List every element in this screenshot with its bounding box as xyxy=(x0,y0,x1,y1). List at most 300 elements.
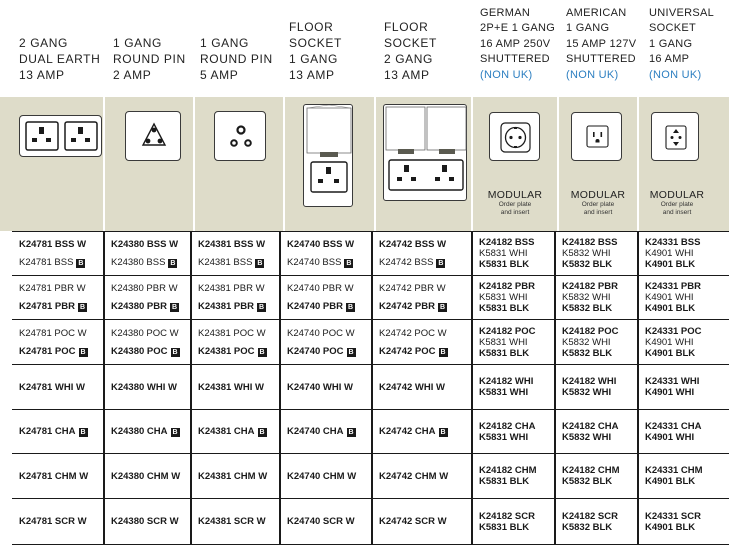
product-code-text: K24182 BSS xyxy=(479,237,535,248)
table-cell xyxy=(191,499,280,544)
table-cell xyxy=(280,276,372,319)
table-cell xyxy=(191,454,280,498)
product-code-text: K24740 PBR W xyxy=(287,283,354,294)
table-cell xyxy=(638,365,729,409)
product-code xyxy=(645,465,729,476)
product-code-text: K24781 BSS xyxy=(19,257,74,268)
table-cell xyxy=(280,320,372,364)
table-cell xyxy=(638,320,729,364)
product-code xyxy=(562,337,638,348)
product-code-text: K5832 WHI xyxy=(562,248,611,259)
column-divider xyxy=(103,231,105,545)
product-code-text: K5832 WHI xyxy=(562,431,612,443)
black-insert-badge: B xyxy=(440,348,446,356)
black-insert-badge: B xyxy=(440,429,446,436)
product-code xyxy=(19,301,104,312)
header-line: 1 GANG xyxy=(289,52,338,66)
universal-socket-icon xyxy=(651,112,699,161)
table-cell xyxy=(555,320,638,364)
product-code xyxy=(198,328,280,339)
table-cell xyxy=(372,410,472,453)
product-code-text: K24380 BSS xyxy=(111,257,166,268)
header-line: ROUND PIN xyxy=(200,52,273,66)
round-pin-5a-socket-icon xyxy=(214,111,266,161)
product-code-text: K24380 PBR xyxy=(111,301,167,312)
product-code xyxy=(111,426,191,437)
product-code xyxy=(562,522,638,533)
header-line: SHUTTERED xyxy=(480,53,550,65)
product-code-text: K24740 POC W xyxy=(287,327,355,339)
product-code xyxy=(479,421,555,432)
product-code-text: K24742 BSS xyxy=(379,257,434,268)
product-code-text: K24781 SCR W xyxy=(19,516,87,527)
product-code-text: K24182 POC xyxy=(479,325,536,337)
header-line: AMERICAN xyxy=(566,6,627,19)
header-line: GERMAN xyxy=(480,6,531,19)
header-text xyxy=(289,19,381,83)
header-floor-1-gang xyxy=(289,0,381,96)
product-code xyxy=(19,257,104,268)
product-code-text: K5831 BLK xyxy=(479,347,530,359)
product-code-text: K24381 PBR xyxy=(198,301,254,312)
black-insert-badge: B xyxy=(438,260,444,267)
product-code xyxy=(379,346,472,357)
table-cell xyxy=(12,276,104,319)
product-code xyxy=(198,239,280,250)
band-divider xyxy=(283,97,285,231)
band-divider xyxy=(374,97,376,231)
header-floor-2-gang xyxy=(384,0,476,96)
black-insert-badge: B xyxy=(171,304,178,311)
header-line: 5 AMP xyxy=(200,68,239,82)
product-code xyxy=(479,387,555,398)
header-line: 2 GANG xyxy=(19,36,68,50)
header-line: SOCKET xyxy=(289,36,342,50)
modular-caption-universal xyxy=(638,189,716,217)
product-code xyxy=(379,257,472,268)
table-cell xyxy=(104,232,191,275)
product-code xyxy=(19,239,104,250)
table-cell xyxy=(280,499,372,544)
column-divider xyxy=(554,231,556,545)
product-code xyxy=(111,283,191,294)
header-2-gang-dual-earth xyxy=(19,0,111,96)
product-code xyxy=(562,511,638,522)
product-code xyxy=(198,346,280,357)
modular-label: MODULAR xyxy=(570,189,626,201)
product-code xyxy=(562,326,638,337)
product-code-text: K24742 SCR W xyxy=(379,516,447,527)
product-code-text: K24381 POC xyxy=(198,345,255,357)
product-code-text: K24182 CHA xyxy=(562,420,619,432)
header-1-gang-5-amp xyxy=(200,0,286,96)
product-code-text: K24381 CHA xyxy=(198,426,255,437)
product-code-text: K24331 BSS xyxy=(645,237,701,248)
product-code xyxy=(479,326,555,337)
product-code xyxy=(287,257,372,268)
product-code xyxy=(479,348,555,359)
floor-socket-1-gang-icon xyxy=(303,104,353,207)
product-code-text: K24331 PBR xyxy=(645,281,701,292)
product-code xyxy=(479,465,555,476)
product-code-text: K24381 BSS W xyxy=(198,239,266,250)
product-code-text: K5831 BLK xyxy=(479,303,530,314)
product-code xyxy=(198,382,280,393)
product-code-text: K24740 PBR xyxy=(287,301,343,312)
product-code-text: K4901 WHI xyxy=(645,292,694,303)
product-code xyxy=(645,387,729,398)
black-insert-badge: B xyxy=(439,304,446,311)
table-cell xyxy=(472,499,555,544)
table-cell xyxy=(12,232,104,275)
product-code xyxy=(479,259,555,270)
product-code xyxy=(562,376,638,387)
round-pin-2a-socket-icon xyxy=(125,111,181,161)
product-code-text: K24781 WHI W xyxy=(19,381,85,393)
product-code xyxy=(479,337,555,348)
order-note-2: and insert xyxy=(583,209,613,216)
black-insert-badge: B xyxy=(348,348,354,356)
product-code xyxy=(198,283,280,294)
product-code-text: K24331 WHI xyxy=(645,376,700,387)
product-code-text: K24380 PBR W xyxy=(111,283,178,294)
table-cell xyxy=(555,232,638,275)
product-code xyxy=(379,516,472,527)
product-code xyxy=(479,248,555,259)
product-code-text: K4901 WHI xyxy=(645,336,694,348)
product-code-text: K24740 CHA xyxy=(287,426,344,437)
product-code-text: K24182 SCR xyxy=(479,510,535,522)
product-code xyxy=(19,346,104,357)
product-code xyxy=(645,248,729,259)
header-line: 15 AMP 127V xyxy=(566,37,637,50)
band-divider xyxy=(193,97,195,231)
table-cell xyxy=(12,320,104,364)
product-code xyxy=(645,237,729,248)
product-code-text: K24740 BSS xyxy=(287,257,342,268)
product-code xyxy=(19,471,104,482)
product-code xyxy=(111,239,191,250)
product-code xyxy=(562,421,638,432)
product-code xyxy=(645,292,729,303)
product-code xyxy=(645,432,729,443)
product-code-text: K5831 BLK xyxy=(479,476,530,487)
product-code xyxy=(479,237,555,248)
column-divider xyxy=(371,231,373,545)
column-divider xyxy=(279,231,281,545)
product-code xyxy=(19,382,104,393)
header-line: SOCKET xyxy=(649,22,697,34)
product-code-text: K5832 BLK xyxy=(562,347,613,359)
product-code xyxy=(198,516,280,527)
table-cell xyxy=(472,365,555,409)
product-code-text: K24182 CHM xyxy=(479,465,537,476)
product-code xyxy=(19,516,104,527)
product-code xyxy=(111,382,191,393)
header-line: 1 GANG xyxy=(200,36,249,50)
product-code-text: K24331 CHM xyxy=(645,465,703,476)
product-code-text: K24742 CHM W xyxy=(379,470,449,482)
product-code xyxy=(287,516,372,527)
header-text xyxy=(200,35,286,83)
header-line: 16 AMP 250V xyxy=(480,37,551,50)
product-code xyxy=(19,328,104,339)
modular-caption-american xyxy=(558,189,638,217)
product-code-text: K24781 BSS W xyxy=(19,239,87,250)
table-cell xyxy=(372,499,472,544)
black-insert-badge: B xyxy=(172,348,178,356)
table-cell xyxy=(12,365,104,409)
table-cell xyxy=(12,454,104,498)
column-divider xyxy=(471,231,473,545)
product-code-text: K24381 WHI W xyxy=(198,381,264,393)
product-code-table xyxy=(12,231,729,545)
product-code xyxy=(562,387,638,398)
product-code-text: K5832 BLK xyxy=(562,259,613,270)
table-cell xyxy=(472,320,555,364)
black-insert-badge: B xyxy=(79,304,86,311)
product-code xyxy=(379,301,472,312)
product-code xyxy=(111,328,191,339)
order-note-2: and insert xyxy=(662,209,692,216)
product-code xyxy=(287,346,372,357)
product-code-text: K24182 SCR xyxy=(562,510,618,522)
product-code xyxy=(287,301,372,312)
product-code xyxy=(287,239,372,250)
table-cell xyxy=(555,276,638,319)
header-american xyxy=(566,0,646,96)
product-code xyxy=(645,348,729,359)
product-code xyxy=(111,346,191,357)
order-note-1: Order plate xyxy=(581,201,615,208)
table-cell xyxy=(638,232,729,275)
product-code-text: K24740 CHM W xyxy=(287,470,357,482)
product-code-text: K5831 BLK xyxy=(479,259,530,270)
product-code xyxy=(562,465,638,476)
table-cell xyxy=(555,365,638,409)
product-code-text: K24380 WHI W xyxy=(111,381,177,393)
header-text xyxy=(384,19,476,83)
product-code-text: K24742 PBR xyxy=(379,301,435,312)
product-code-text: K24182 POC xyxy=(562,325,619,337)
product-code xyxy=(287,328,372,339)
table-cell xyxy=(191,365,280,409)
black-insert-badge: B xyxy=(80,348,86,356)
product-code xyxy=(287,283,372,294)
product-code xyxy=(19,426,104,437)
header-line: 2 AMP xyxy=(113,68,152,82)
header-universal xyxy=(649,0,729,96)
product-image-band xyxy=(0,97,729,231)
product-code xyxy=(287,426,372,437)
table-cell xyxy=(372,232,472,275)
product-code xyxy=(379,426,472,437)
table-cell xyxy=(280,365,372,409)
black-insert-badge: B xyxy=(346,260,352,267)
product-code-text: K5831 WHI xyxy=(479,387,529,398)
table-cell xyxy=(555,410,638,453)
product-code xyxy=(645,511,729,522)
product-code xyxy=(562,248,638,259)
table-cell xyxy=(280,232,372,275)
header-text xyxy=(649,6,729,84)
product-code-text: K24380 POC xyxy=(111,345,168,357)
product-code-text: K24742 POC xyxy=(379,345,436,357)
product-code xyxy=(562,292,638,303)
product-code-text: K4901 WHI xyxy=(645,431,695,443)
header-line: FLOOR xyxy=(384,20,429,34)
black-insert-badge: B xyxy=(258,304,265,311)
product-code xyxy=(479,511,555,522)
product-code-text: K4901 BLK xyxy=(645,476,696,487)
product-code-text: K4901 BLK xyxy=(645,521,696,533)
product-code-text: K5831 WHI xyxy=(479,292,528,303)
table-cell xyxy=(638,410,729,453)
product-code-text: K5831 BLK xyxy=(479,521,530,533)
header-line: UNIVERSAL xyxy=(649,6,715,19)
product-code-text: K24381 PBR W xyxy=(198,283,265,294)
table-cell xyxy=(472,410,555,453)
order-note-1: Order plate xyxy=(498,201,532,208)
table-cell xyxy=(372,454,472,498)
product-code-text: K24781 PBR W xyxy=(19,283,86,294)
product-code xyxy=(479,432,555,443)
table-cell xyxy=(191,232,280,275)
column-divider xyxy=(637,231,639,545)
table-cell xyxy=(191,320,280,364)
modular-label: MODULAR xyxy=(487,189,543,201)
order-note-1: Order plate xyxy=(660,201,694,208)
product-code-text: K24381 POC W xyxy=(198,327,266,339)
header-line: 2P+E 1 GANG xyxy=(480,22,556,34)
product-code-text: K5831 WHI xyxy=(479,248,528,259)
product-code xyxy=(111,257,191,268)
product-code xyxy=(198,301,280,312)
product-code-text: K4901 BLK xyxy=(645,347,696,359)
header-text xyxy=(19,35,111,83)
header-line: 2 GANG xyxy=(384,52,433,66)
product-code xyxy=(562,348,638,359)
product-code-text: K24381 SCR W xyxy=(198,516,266,527)
header-line: ROUND PIN xyxy=(113,52,186,66)
product-code-text: K24742 WHI W xyxy=(379,381,445,393)
product-code-text: K24331 SCR xyxy=(645,510,701,522)
table-cell xyxy=(104,410,191,453)
header-line: 16 AMP xyxy=(649,53,690,65)
product-code-text: K24380 CHA xyxy=(111,426,168,437)
product-code xyxy=(562,259,638,270)
table-cell xyxy=(555,454,638,498)
product-code-text: K5832 WHI xyxy=(562,387,612,398)
table-cell xyxy=(472,232,555,275)
product-code-text: K4901 WHI xyxy=(645,387,695,398)
product-code xyxy=(562,432,638,443)
floor-socket-2-gang-icon xyxy=(383,104,467,201)
table-cell xyxy=(372,365,472,409)
product-code xyxy=(562,237,638,248)
product-code xyxy=(645,476,729,487)
product-code xyxy=(645,281,729,292)
product-code-text: K24742 BSS W xyxy=(379,239,447,250)
product-code-text: K24742 CHA xyxy=(379,426,436,437)
non-uk-label: (NON UK) xyxy=(566,68,619,81)
table-cell xyxy=(372,276,472,319)
german-socket-icon xyxy=(489,112,540,161)
product-code xyxy=(645,259,729,270)
product-code xyxy=(379,283,472,294)
product-code-text: K24331 POC xyxy=(645,325,702,337)
black-insert-badge: B xyxy=(78,260,84,267)
product-code xyxy=(287,382,372,393)
product-code-text: K5832 BLK xyxy=(562,521,613,533)
product-code-text: K4901 WHI xyxy=(645,248,694,259)
table-cell xyxy=(104,276,191,319)
product-code xyxy=(479,476,555,487)
two-gang-socket-icon xyxy=(19,115,102,157)
product-code-text: K24781 POC W xyxy=(19,327,87,339)
table-cell xyxy=(555,499,638,544)
header-german xyxy=(480,0,564,96)
american-socket-icon xyxy=(571,112,622,161)
product-code-text: K24182 WHI xyxy=(479,376,534,387)
product-code xyxy=(479,522,555,533)
product-code xyxy=(645,522,729,533)
product-code-text: K24182 PBR xyxy=(562,281,618,292)
product-code-text: K24182 CHM xyxy=(562,465,620,476)
column-divider xyxy=(190,231,192,545)
table-cell xyxy=(104,454,191,498)
product-code-text: K24740 POC xyxy=(287,345,344,357)
product-code-text: K24331 CHA xyxy=(645,420,702,432)
black-insert-badge: B xyxy=(347,304,354,311)
band-divider xyxy=(103,97,105,231)
product-code-text: K24182 PBR xyxy=(479,281,535,292)
product-code-text: K24740 SCR W xyxy=(287,516,355,527)
header-line: FLOOR xyxy=(289,20,334,34)
table-cell xyxy=(12,410,104,453)
product-code-text: K5832 WHI xyxy=(562,336,611,348)
product-code-text: K24781 PBR xyxy=(19,301,75,312)
table-cell xyxy=(104,365,191,409)
black-insert-badge: B xyxy=(348,429,354,436)
header-line: 1 GANG xyxy=(649,37,693,50)
black-insert-badge: B xyxy=(172,429,178,436)
header-line: 13 AMP xyxy=(289,68,335,82)
product-code-text: K5832 BLK xyxy=(562,303,613,314)
header-line: 1 GANG xyxy=(113,36,162,50)
product-code-text: K24380 CHM W xyxy=(111,470,181,482)
product-code-text: K5831 WHI xyxy=(479,431,529,443)
table-cell xyxy=(638,276,729,319)
product-code xyxy=(111,471,191,482)
product-code-text: K4901 BLK xyxy=(645,259,696,270)
product-code xyxy=(198,257,280,268)
product-code xyxy=(379,382,472,393)
product-code xyxy=(479,292,555,303)
product-code-text: K24742 PBR W xyxy=(379,283,446,294)
product-code-text: K24740 BSS W xyxy=(287,239,355,250)
header-line: 1 GANG xyxy=(566,22,610,34)
header-text xyxy=(566,6,646,84)
header-text xyxy=(113,35,199,83)
non-uk-label: (NON UK) xyxy=(480,68,533,81)
table-cell xyxy=(638,454,729,498)
table-cell xyxy=(472,276,555,319)
black-insert-badge: B xyxy=(80,429,86,436)
black-insert-badge: B xyxy=(257,260,263,267)
order-note-2: and insert xyxy=(500,209,530,216)
product-code xyxy=(198,426,280,437)
